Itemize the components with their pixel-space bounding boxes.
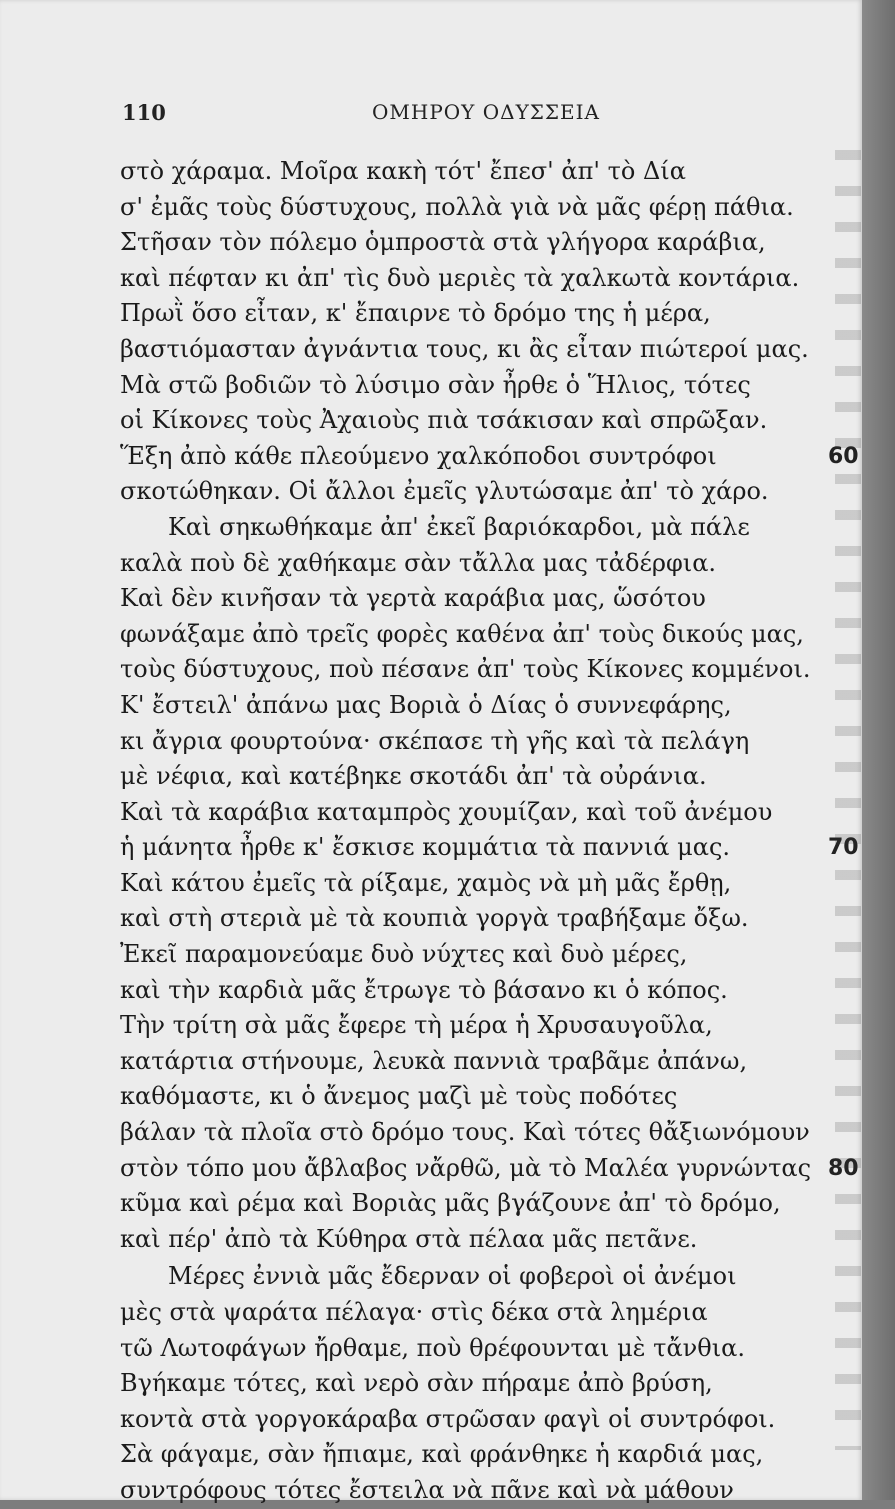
verse-line: καὶ πέφταν κι ἀπ' τὶς δυὸ μεριὲς τὰ χαλκωτὰ κοντάρια. (120, 263, 800, 292)
verse-line: οἱ Κίκονες τοὺς Ἀχαιοὺς πιὰ τσάκισαν καὶ σπρῶξαν. (120, 406, 768, 435)
verse-line: Τὴν τρίτη σὰ μᾶς ἔφερε τὴ μέρα ἡ Χρυσαυγοῦλα, (120, 1011, 713, 1040)
verse-line: Πρωῒ ὅσο εἶταν, κ' ἔπαιρνε τὸ δρόμο της ἡ μέρα, (120, 299, 711, 328)
verse-line: Ἕξη ἀπὸ κάθε πλεούμενο χαλκόποδοι συντρόφοι 60 (120, 439, 830, 475)
verse-line: ἡ μάνητα ἦρθε κ' ἔσκισε κομμάτια τὰ παννιά μας. 70 (120, 830, 830, 866)
verse-line: Καὶ κάτου ἐμεῖς τὰ ρίξαμε, χαμὸς νὰ μὴ μᾶς ἔρθῃ, (120, 868, 732, 897)
line-number-60: 60 (828, 443, 859, 469)
verse-line: Ἐκεῖ παραμονεύαμε δυὸ νύχτες καὶ δυὸ μέρες, (120, 940, 688, 969)
line-number-70: 70 (828, 835, 859, 861)
verse-line: καὶ στὴ στεριὰ μὲ τὰ κουπιὰ γοργὰ τραβήξαμε ὄξω. (120, 904, 749, 933)
verse-line: σκοτώθηκαν. Οἱ ἄλλοι ἐμεῖς γλυτώσαμε ἀπ' τὸ χάρο. (120, 477, 769, 506)
verse-line: καθόμαστε, κι ὁ ἄνεμος μαζὶ μὲ τοὺς ποδότες (120, 1082, 678, 1111)
page-number: 110 (122, 100, 166, 125)
verse-line: Στῆσαν τὸν πόλεμο ὁμπροστὰ στὰ γλήγορα καράβια, (120, 228, 766, 257)
running-head: ΟΜΗΡΟΥ ΟΔΥΣΣΕΙΑ (372, 100, 600, 124)
adjacent-page-edge (862, 0, 895, 1500)
verse-line: καὶ πέρ' ἀπὸ τὰ Κύθηρα στὰ πέλαα μᾶς πετᾶνε. (120, 1224, 698, 1253)
verse-line: κι ἄγρια φουρτούνα· σκέπασε τὴ γῆς καὶ τὰ πελάγη (120, 726, 750, 755)
verse-line: στὸν τόπο μου ἄβλαβος νἄρθῶ, μὰ τὸ Μαλέα γυρνώντας 80 (120, 1151, 830, 1187)
line-number-80: 80 (828, 1155, 859, 1181)
verse-line: Μέρες ἐννιὰ μᾶς ἔδερναν οἱ φοβεροὶ οἱ ἀνέμοι (168, 1262, 737, 1291)
verse-line: μὲ νέφια, καὶ κατέβηκε σκοτάδι ἀπ' τὰ οὐράνια. (120, 762, 707, 791)
verse-line: μὲς στὰ ψαράτα πέλαγα· στὶς δέκα στὰ λημέρια (120, 1298, 708, 1326)
verse-line: συντρόφους τότες ἔστειλα νὰ πᾶνε καὶ νὰ μάθουν (120, 1475, 734, 1504)
verse-line: στὸ χάραμα. Μοῖρα κακὴ τότ' ἔπεσ' ἀπ' τὸ Δία (120, 157, 686, 185)
verse-line: σ' ἐμᾶς τοὺς δύστυχους, πολλὰ γιὰ νὰ μᾶς φέρῃ πάθια. (120, 192, 794, 221)
verse-block (120, 154, 859, 1509)
verse-line: καλὰ ποὺ δὲ χαθήκαμε σὰν τἄλλα μας τἀδέρφια. (120, 548, 717, 577)
verse-line: Καὶ τὰ καράβια καταμπρὸς χουμίζαν, καὶ τοῦ ἀνέμου (120, 797, 773, 826)
verse-line: Καὶ δὲν κινῆσαν τὰ γερτὰ καράβια μας, ὥσότου (120, 584, 706, 613)
verse-line: κατάρτια στήνουμε, λευκὰ παννιὰ τραβᾶμε ἀπάνω, (120, 1046, 748, 1075)
verse-line: κῦμα καὶ ρέμα καὶ Βοριὰς μᾶς βγάζουνε ἀπ' τὸ δρόμο, (120, 1189, 781, 1218)
verse-line: Μὰ στῶ βοδιῶν τὸ λύσιμο σὰν ἦρθε ὁ Ἥλιος, τότες (120, 370, 751, 399)
verse-line: Κ' ἔστειλ' ἀπάνω μας Βοριὰ ὁ Δίας ὁ συννεφάρης, (120, 690, 732, 719)
show-through-shadow (835, 150, 861, 1450)
verse-line: καὶ τὴν καρδιὰ μᾶς ἔτρωγε τὸ βάσανο κι ὁ κόπος. (120, 975, 728, 1004)
verse-line: φωνάξαμε ἀπὸ τρεῖς φορὲς καθένα ἀπ' τοὺς δικούς μας, (120, 619, 804, 648)
verse-line: τοὺς δύστυχους, ποὺ πέσανε ἀπ' τοὺς Κίκονες κομμένοι. (120, 655, 811, 684)
verse-line: κοντὰ στὰ γοργοκάραβα στρῶσαν φαγὶ οἱ συντρόφοι. (120, 1404, 776, 1433)
verse-line: βάλαν τὰ πλοῖα στὸ δρόμο τους. Καὶ τότες θἄξιωνόμουν (120, 1118, 810, 1147)
verse-line: Σὰ φάγαμε, σὰν ἤπιαμε, καὶ φράνθηκε ἡ καρδιά μας, (120, 1440, 764, 1469)
verse-line: βαστιόμασταν ἀγνάντια τους, κι ἂς εἶταν πιώτεροί μας. (120, 334, 809, 363)
verse-line: Καὶ σηκωθήκαμε ἀπ' ἐκεῖ βαριόκαρδοι, μὰ πάλε (168, 512, 750, 541)
page-header (122, 100, 622, 130)
verse-line: Βγήκαμε τότες, καὶ νερὸ σὰν πήραμε ἀπὸ βρύση, (120, 1369, 713, 1398)
verse-line: τῶ Λωτοφάγων ἤρθαμε, ποὺ θρέφουνται μὲ τἄνθια. (120, 1333, 745, 1362)
